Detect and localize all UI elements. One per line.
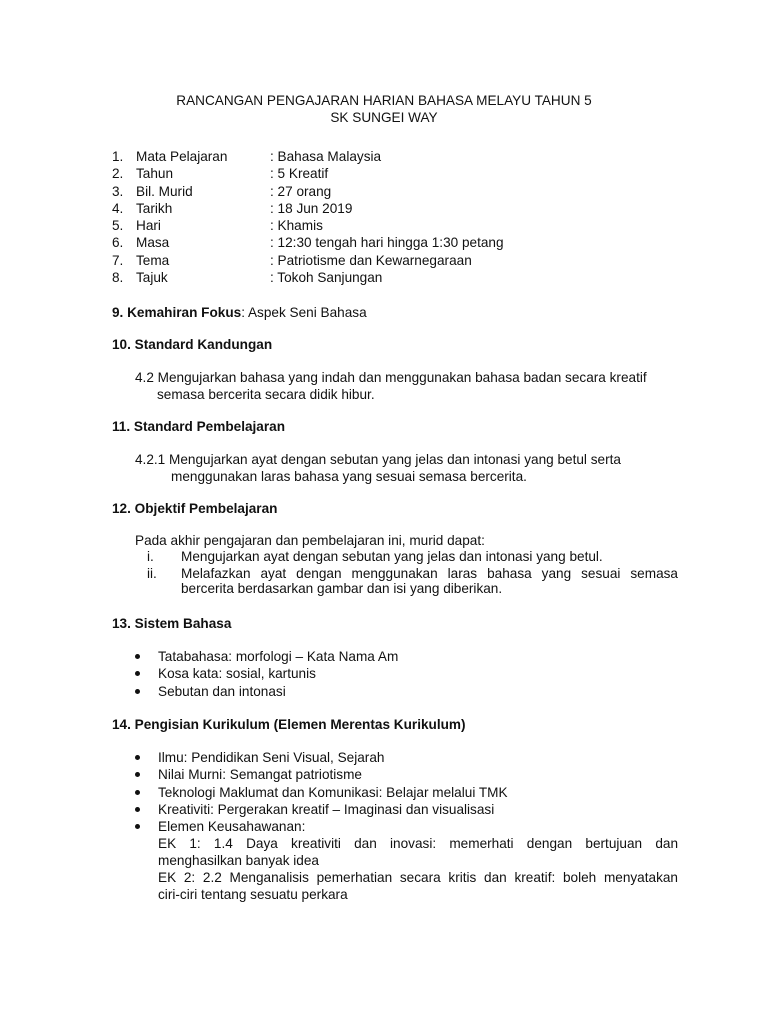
bullet-icon	[135, 824, 140, 829]
objective-number: ii.	[147, 566, 157, 581]
info-value: : Khamis	[270, 218, 323, 234]
list-item-text: Nilai Murni: Semangat patriotisme	[158, 767, 362, 783]
objective-text: Mengujarkan ayat dengan sebutan yang jelas dan intonasi yang betul.	[181, 549, 603, 564]
section-10-content	[135, 369, 695, 403]
info-label: Hari	[136, 218, 161, 234]
curriculum-list	[135, 749, 678, 835]
entrepreneurship-element-2	[158, 869, 678, 903]
list-item-text: Kreativiti: Pergerakan kreatif – Imaginasi dan visualisasi	[158, 801, 495, 817]
list-item-text: Kosa kata: sosial, kartunis	[158, 666, 316, 682]
ek-line: EK 1: 1.4 Daya kreativiti dan inovasi: memerhati dengan bertujuan dan	[158, 836, 678, 851]
info-value: : Tokoh Sanjungan	[270, 270, 383, 286]
info-number: 2.	[112, 166, 124, 182]
info-number: 8.	[112, 270, 124, 286]
bullet-icon	[135, 689, 140, 694]
info-value: : 27 orang	[270, 183, 332, 199]
school-name: SK SUNGEI WAY	[330, 110, 438, 125]
section-12-heading: 12. Objektif Pembelajaran	[112, 501, 278, 516]
info-label: Tarikh	[136, 200, 173, 216]
info-label: Masa	[136, 235, 170, 251]
info-label: Tajuk	[136, 270, 168, 286]
list-item	[135, 766, 678, 783]
objective-text: Melafazkan ayat dengan menggunakan laras bahasa yang sesuai semasa	[181, 566, 678, 581]
list-item	[135, 784, 678, 801]
list-item	[135, 818, 678, 835]
info-number: 6.	[112, 235, 124, 251]
section-14-heading: 14. Pengisian Kurikulum (Elemen Merentas Kurikulum)	[112, 717, 466, 732]
info-label: Tema	[136, 252, 170, 268]
list-item	[135, 648, 678, 665]
ek-line: menghasilkan banyak idea	[158, 853, 319, 868]
content-standard-line: 4.2 Mengujarkan bahasa yang indah dan menggunakan bahasa badan secara kreatif	[135, 370, 647, 385]
section-9-heading	[112, 304, 367, 321]
info-number: 4.	[112, 200, 124, 216]
section-11-content	[135, 451, 695, 485]
document-title: RANCANGAN PENGAJARAN HARIAN BAHASA MELAYU TAHUN 5	[176, 93, 592, 108]
info-value: : 12:30 tengah hari hingga 1:30 petang	[270, 235, 504, 251]
list-item	[135, 801, 678, 818]
objective-number: i.	[147, 549, 154, 564]
section-13-heading: 13. Sistem Bahasa	[112, 616, 232, 631]
list-item-text: Elemen Keusahawanan:	[158, 819, 306, 835]
info-number: 1.	[112, 149, 124, 164]
info-label: Tahun	[136, 166, 174, 182]
section-11-heading: 11. Standard Pembelajaran	[112, 419, 286, 434]
content-standard-line: semasa bercerita secara didik hibur.	[157, 387, 375, 402]
language-system-list	[135, 648, 678, 700]
section-9-text: : Aspek Seni Bahasa	[241, 305, 367, 320]
learning-standard-line: menggunakan laras bahasa yang sesuai semasa bercerita.	[171, 469, 527, 484]
entrepreneurship-element-1	[158, 835, 678, 869]
info-number: 3.	[112, 183, 124, 199]
bullet-icon	[135, 671, 140, 676]
list-item	[135, 665, 678, 682]
list-item-text: Tatabahasa: morfologi – Kata Nama Am	[158, 649, 399, 664]
objectives-intro: Pada akhir pengajaran dan pembelajaran ini, murid dapat:	[135, 533, 485, 548]
section-9-title: 9. Kemahiran Fokus	[112, 305, 242, 320]
list-item-text: Teknologi Maklumat dan Komunikasi: Belajar melalui TMK	[158, 784, 508, 800]
ek-line: ciri-ciri tentang sesuatu perkara	[158, 887, 348, 902]
bullet-icon	[135, 790, 140, 795]
info-value: : 5 Kreatif	[270, 166, 329, 182]
info-value: : 18 Jun 2019	[270, 200, 353, 216]
info-number: 5.	[112, 218, 124, 234]
info-label: Bil. Murid	[136, 183, 193, 199]
list-item-text: Sebutan dan intonasi	[158, 683, 286, 699]
bullet-icon	[135, 755, 140, 760]
bullet-icon	[135, 772, 140, 777]
info-number: 7.	[112, 252, 124, 268]
learning-standard-line: 4.2.1 Mengujarkan ayat dengan sebutan yang jelas dan intonasi yang betul serta	[135, 452, 621, 467]
ek-line: EK 2: 2.2 Menganalisis pemerhatian secara kritis dan kreatif: boleh menyatakan	[158, 870, 678, 885]
info-label: Mata Pelajaran	[136, 149, 228, 164]
objective-text-block	[181, 566, 678, 596]
bullet-icon	[135, 807, 140, 812]
info-value: : Patriotisme dan Kewarnegaraan	[270, 252, 472, 268]
bullet-icon	[135, 654, 140, 659]
section-10-heading: 10. Standard Kandungan	[112, 337, 273, 352]
list-item	[135, 683, 678, 700]
list-item	[135, 749, 678, 766]
objective-text: bercerita berdasarkan gambar dan isi yang diberikan.	[181, 581, 503, 596]
list-item-text: Ilmu: Pendidikan Seni Visual, Sejarah	[158, 750, 385, 765]
info-value: : Bahasa Malaysia	[270, 149, 382, 164]
